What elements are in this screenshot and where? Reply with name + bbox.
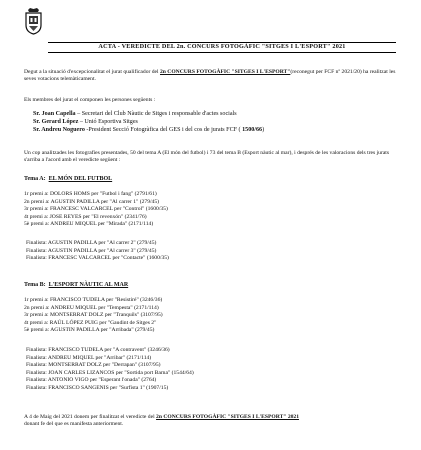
jury-list	[33, 110, 264, 135]
intro-paragraph	[24, 69, 404, 82]
finalist-item: Finalista: FRANCISCO SANGENIS per "Surfista 1" (1907/15)	[26, 384, 169, 391]
jury-role: – Secretari del Club Nàutic de Sitges i responsable d'actes socials	[75, 111, 237, 117]
theme-b-label: Tema B:	[24, 282, 46, 288]
finalist-item: Finalista: MONTSERRAT DOLZ per "Derrapan" (3107/95)	[26, 362, 161, 369]
document-title: ACTA - VEREDICTE DEL 2n. CONCURS FOTOGÀFIC "SITGES I L'ESPORT" 2021	[98, 43, 346, 50]
prize-item: 2n premi a: ANDREU MIQUEL per "Tempesta" (2171/114)	[24, 304, 159, 311]
closing-text-pre: A 4 de Maig del 2021 donem per finalitzat el veredicte del	[24, 414, 157, 420]
finalist-item: Finalista: AGUSTIN PADILLA per "Al carrer 3" (279/45)	[26, 247, 157, 254]
prize-item: 5è premi a: ANDREU MIQUEL per "Mirada" (2171/114)	[24, 221, 154, 228]
prize-item: 3r premi a: FRANCESC VALCARCEL per "Control" (1600/35)	[24, 206, 168, 213]
finalist-item: Finalista: ANTONIO VIGO per "Esperant l'onada" (2764)	[26, 377, 157, 384]
theme-b-name: L'ESPORT NÀUTIC AL MAR	[48, 282, 129, 288]
closing-paragraph	[24, 414, 404, 427]
title-rule-bottom	[48, 52, 396, 53]
summary-paragraph: Un cop analitzades les fotografies presentades, 50 del tema A (El món del futbol) i 73 del tema B (Esport nàutic al mar), i després de les valoracions dels tres jurats s'arriba a l'acord amb el veredicte següent :	[24, 150, 390, 163]
finalist-item: Finalista: FRANCESC VALCARCEL per "Contacte" (1600/35)	[26, 255, 169, 262]
jury-role: – Unió Esportiva Sitges	[78, 119, 138, 126]
theme-a-name: EL MÓN DEL FUTBOL	[48, 176, 113, 182]
prize-item: 1r premi a: FRANCISCO TUDELA per "Resistiré" (3246/36)	[24, 297, 163, 303]
jury-name: Sr. Joan Capella	[33, 111, 76, 117]
finalist-item: Finalista: ANDREU MIQUEL per "Arribar" (2171/114)	[26, 354, 152, 361]
prize-item: 2n premi a: AGUSTIN PADILLA per "Al carrer 1" (279/45)	[24, 198, 160, 205]
jury-intro: Els membres del jurat el componen les persones següents :	[24, 97, 156, 103]
jury-role-end: )	[262, 127, 265, 134]
jury-member	[33, 126, 264, 134]
intro-text-pre: Degut a la situació d'excepcionalitat el jurat qualificador del	[24, 69, 160, 75]
finalist-item: Finalista: AGUSTIN PADILLA per "Al carrer 2" (279/45)	[26, 240, 157, 246]
theme-b-prizes	[24, 297, 404, 335]
jury-name: Sr. Gerard López	[33, 119, 79, 126]
theme-b-heading	[24, 282, 128, 289]
prize-item: 1r premi a: DOLORS HOMS per "Futbol i fang" (2791/61)	[24, 191, 157, 197]
jury-name: Sr. Andreu Noguero	[33, 127, 85, 134]
intro-text-post: (reconegut per FCF nº 2021/20) ha realitzat les seves votacions telemàticament.	[24, 69, 396, 82]
closing-text-post: donant fe del que es manifesta anteriorment.	[24, 420, 124, 427]
closing-contest-name: 2n CONCURS FOTOGÀFIC "SITGES I L'ESPORT" 2021	[156, 414, 300, 420]
jury-fcf-number: 1500/66	[242, 127, 263, 134]
prize-item: 5è premi a: AGUSTIN PADILLA per "Arribada" (279/45)	[24, 327, 155, 334]
finalist-item: Finalista: FRANCISCO TUDELA per "A contravent" (3246/36)	[26, 347, 170, 353]
finalist-item: Finalista: JOAN CARLES LIZANCOS per "Sortida port Barna" (1544/64)	[26, 369, 194, 376]
theme-b-finalists	[24, 347, 404, 393]
theme-a-finalists	[24, 240, 404, 263]
theme-a-prizes	[24, 191, 404, 229]
theme-a-label: Tema A:	[24, 176, 46, 182]
prize-item: 3r premi a: MONTSERRAT DOLZ per "Tranquils" (3107/95)	[24, 312, 163, 319]
prize-item: 4t premi a: JOSE REYES per "El revenxón" (2341/76)	[24, 213, 147, 220]
jury-member	[33, 110, 264, 118]
jury-role: -President Secció Fotogràfica del GES i del cos de jurats FCF (	[84, 127, 243, 134]
theme-a-heading	[24, 176, 112, 183]
jury-member	[33, 118, 264, 126]
contest-name: 2n CONCURS FOTOGÀFIC "SITGES I L'ESPORT"	[159, 69, 291, 75]
municipal-crest-icon	[24, 8, 43, 35]
prize-item: 4t premi a: RAÚL LÓPEZ PUIG per "Gaudint de Sitges 2"	[24, 319, 157, 326]
